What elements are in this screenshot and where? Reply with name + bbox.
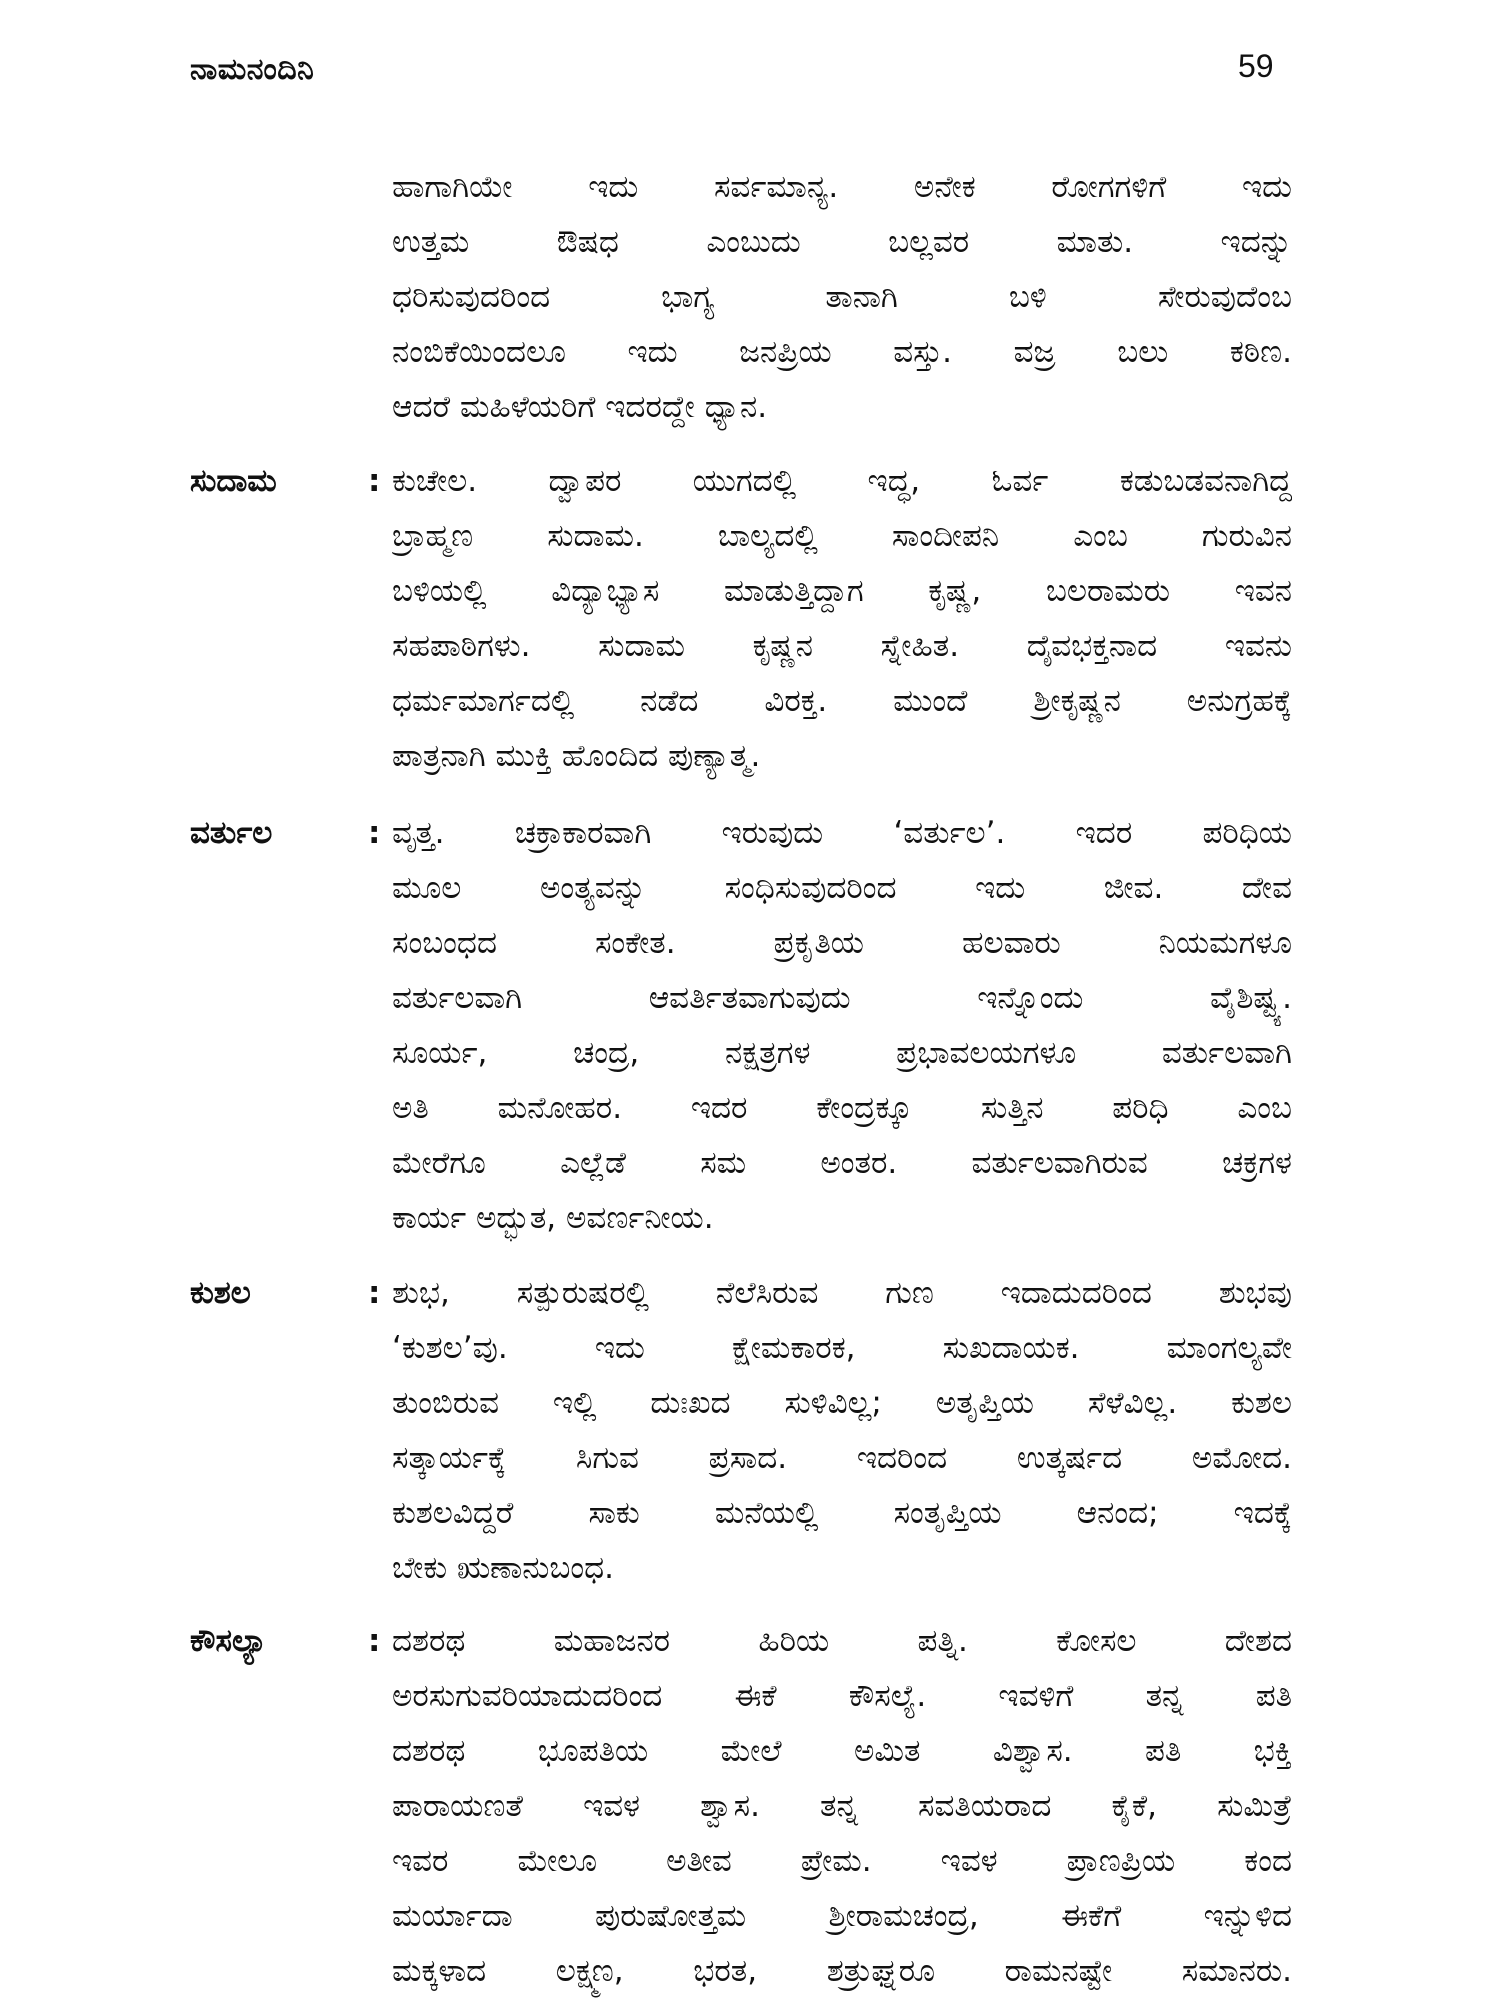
definition-line: ದಶರಥ ಮಹಾಜನರ ಹಿರಿಯ ಪತ್ನಿ. ಕೋಸಲ ದೇಶದ <box>392 1623 1292 1659</box>
entry-colon: : <box>368 1623 381 1659</box>
definition-line: ಇವರ ಮೇಲೂ ಅತೀವ ಪ್ರೇಮ. ಇವಳ ಪ್ರಾಣಪ್ರಿಯ ಕಂದ <box>392 1843 1292 1879</box>
entry-definition <box>392 454 1292 784</box>
entry-term: ವರ್ತುಲ <box>190 815 273 851</box>
definition-line: ಸೂರ್ಯ, ಚಂದ್ರ, ನಕ್ಷತ್ರಗಳ ಪ್ರಭಾವಲಯಗಳೂ ವರ್ತುಲವಾಗಿ <box>392 1035 1292 1071</box>
definition-line: ಮೇರೆಗೂ ಎಲ್ಲೆಡೆ ಸಮ ಅಂತರ. ವರ್ತುಲವಾಗಿರುವ ಚಕ್ರಗಳ <box>392 1145 1292 1181</box>
entry-definition <box>392 1266 1292 1596</box>
definition-line: ಸತ್ಕಾರ್ಯಕ್ಕೆ ಸಿಗುವ ಪ್ರಸಾದ. ಇದರಿಂದ ಉತ್ಕರ್ಷದ ಅಮೋದ. <box>392 1440 1292 1476</box>
definition-line: ತುಂಬಿರುವ ಇಲ್ಲಿ ದುಃಖದ ಸುಳಿವಿಲ್ಲ; ಅತೃಪ್ತಿಯ ಸೆಳೆವಿಲ್ಲ. ಕುಶಲ <box>392 1385 1292 1421</box>
paragraph-line: ನಂಬಿಕೆಯಿಂದಲೂ ಇದು ಜನಪ್ರಿಯ ವಸ್ತು. ವಜ್ರ ಬಲು ಕಠಿಣ. <box>392 334 1292 370</box>
definition-line: ಕಾರ್ಯ ಅದ್ಭುತ, ಅವರ್ಣನೀಯ. <box>392 1200 714 1236</box>
entry-definition <box>392 1614 1292 1999</box>
definition-line: ಮರ್ಯಾದಾ ಪುರುಷೋತ್ತಮ ಶ್ರೀರಾಮಚಂದ್ರ, ಈಕೆಗೆ ಇನ್ನುಳಿದ <box>392 1898 1292 1934</box>
entry-definition <box>392 806 1292 1246</box>
entry-term: ಕುಶಲ <box>190 1275 251 1311</box>
definition-line: ಅರಸುಗುವರಿಯಾದುದರಿಂದ ಈಕೆ ಕೌಸಲ್ಯೆ. ಇವಳಿಗೆ ತನ್ನ ಪತಿ <box>392 1678 1292 1714</box>
entry-colon: : <box>368 463 381 499</box>
definition-line: ಕುಶಲವಿದ್ದರೆ ಸಾಕು ಮನೆಯಲ್ಲಿ ಸಂತೃಪ್ತಿಯ ಆನಂದ; ಇದಕ್ಕೆ <box>392 1495 1292 1531</box>
definition-line: ಶುಭ, ಸತ್ಪುರುಷರಲ್ಲಿ ನೆಲೆಸಿರುವ ಗುಣ ಇದಾದುದರಿಂದ ಶುಭವು <box>392 1275 1292 1311</box>
definition-line: ಪಾರಾಯಣತೆ ಇವಳ ಶ್ವಾಸ. ತನ್ನ ಸವತಿಯರಾದ ಕೈಕೆ, ಸುಮಿತ್ರೆ <box>392 1788 1292 1824</box>
paragraph-line: ಉತ್ತಮ ಔಷಧ ಎಂಬುದು ಬಲ್ಲವರ ಮಾತು. ಇದನ್ನು <box>392 224 1292 260</box>
entry-term: ಕೌಸಲ್ಯಾ <box>190 1623 268 1659</box>
page-number: 59 <box>1238 48 1274 84</box>
definition-line: ಮಕ್ಕಳಾದ ಲಕ್ಷ್ಮಣ, ಭರತ, ಶತ್ರುಘ್ನರೂ ರಾಮನಷ್ಟೇ ಸಮಾನರು. <box>392 1953 1292 1989</box>
entry-term: ಸುದಾಮ <box>190 463 277 499</box>
entry-colon: : <box>368 1275 381 1311</box>
definition-line: ಸಹಪಾಠಿಗಳು. ಸುದಾಮ ಕೃಷ್ಣನ ಸ್ನೇಹಿತ. ದೈವಭಕ್ತನಾದ ಇವನು <box>392 628 1292 664</box>
definition-line: ಧರ್ಮಮಾರ್ಗದಲ್ಲಿ ನಡೆದ ವಿರಕ್ತ. ಮುಂದೆ ಶ್ರೀಕೃಷ್ಣನ ಅನುಗ್ರಹಕ್ಕೆ <box>392 683 1292 719</box>
definition-line: ಬ್ರಾಹ್ಮಣ ಸುದಾಮ. ಬಾಲ್ಯದಲ್ಲಿ ಸಾಂದೀಪನಿ ಎಂಬ ಗುರುವಿನ <box>392 518 1292 554</box>
definition-line: ದಶರಥ ಭೂಪತಿಯ ಮೇಲೆ ಅಮಿತ ವಿಶ್ವಾಸ. ಪತಿ ಭಕ್ತಿ <box>392 1733 1292 1769</box>
definition-line: ಸಂಬಂಧದ ಸಂಕೇತ. ಪ್ರಕೃತಿಯ ಹಲವಾರು ನಿಯಮಗಳೂ <box>392 925 1292 961</box>
definition-line: ವೃತ್ತ. ಚಕ್ರಾಕಾರವಾಗಿ ಇರುವುದು ‘ವರ್ತುಲ’. ಇದರ ಪರಿಧಿಯ <box>392 815 1292 851</box>
definition-line: ಬಳಿಯಲ್ಲಿ ವಿದ್ಯಾಭ್ಯಾಸ ಮಾಡುತ್ತಿದ್ದಾಗ ಕೃಷ್ಣ, ಬಲರಾಮರು ಇವನ <box>392 573 1292 609</box>
definition-line: ವರ್ತುಲವಾಗಿ ಆವರ್ತಿತವಾಗುವುದು ಇನ್ನೊಂದು ವೈಶಿಷ್ಟ್ಯ. <box>392 980 1292 1016</box>
continued-paragraph <box>392 160 1292 435</box>
paragraph-line: ಧರಿಸುವುದರಿಂದ ಭಾಗ್ಯ ತಾನಾಗಿ ಬಳಿ ಸೇರುವುದೆಂಬ <box>392 279 1292 315</box>
definition-line: ಬೇಕು ಋಣಾನುಬಂಧ. <box>392 1550 614 1586</box>
paragraph-line: ಆದರೆ ಮಹಿಳೆಯರಿಗೆ ಇದರದ್ದೇ ಧ್ಯಾನ. <box>392 389 768 425</box>
paragraph-line: ಹಾಗಾಗಿಯೇ ಇದು ಸರ್ವಮಾನ್ಯ. ಅನೇಕ ರೋಗಗಳಿಗೆ ಇದು <box>392 169 1292 205</box>
running-title: ನಾಮನಂದಿನಿ <box>190 52 315 87</box>
definition-line: ಕುಚೇಲ. ದ್ವಾಪರ ಯುಗದಲ್ಲಿ ಇದ್ಧ, ಓರ್ವ ಕಡುಬಡವನಾಗಿದ್ದ <box>392 463 1292 499</box>
definition-line: ‘ಕುಶಲ’ವು. ಇದು ಕ್ಷೇಮಕಾರಕ, ಸುಖದಾಯಕ. ಮಾಂಗಲ್ಯವೇ <box>392 1330 1292 1366</box>
definition-line: ಮೂಲ ಅಂತ್ಯವನ್ನು ಸಂಧಿಸುವುದರಿಂದ ಇದು ಜೀವ. ದೇವ <box>392 870 1292 906</box>
definition-line: ಪಾತ್ರನಾಗಿ ಮುಕ್ತಿ ಹೊಂದಿದ ಪುಣ್ಯಾತ್ಮ. <box>392 738 761 774</box>
definition-line: ಅತಿ ಮನೋಹರ. ಇದರ ಕೇಂದ್ರಕ್ಕೂ ಸುತ್ತಿನ ಪರಿಧಿ ಎಂಬ <box>392 1090 1292 1126</box>
entry-colon: : <box>368 815 381 851</box>
